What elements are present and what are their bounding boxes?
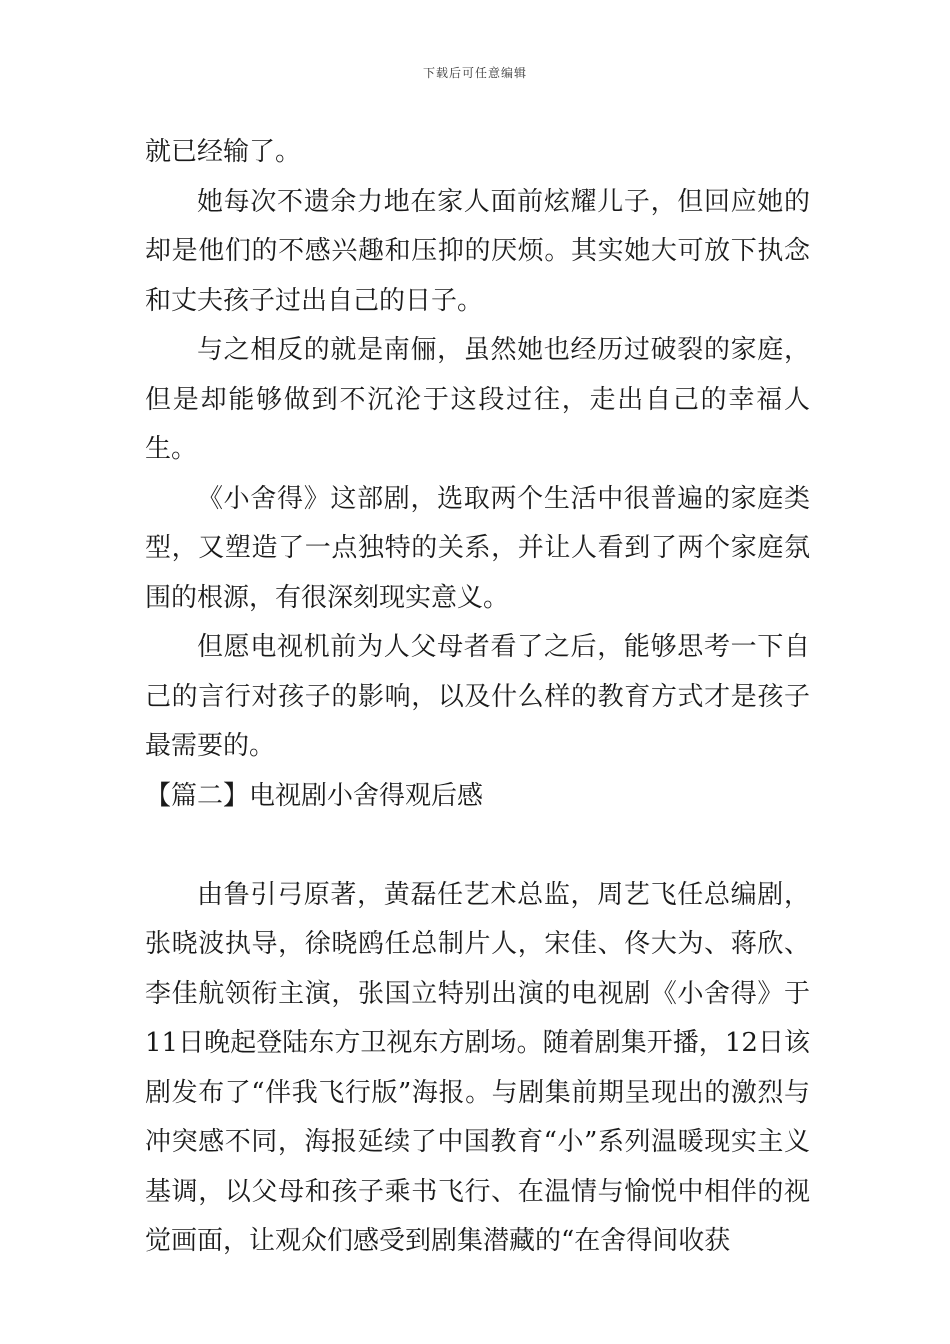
paragraph: 她每次不遗余力地在家人面前炫耀儿子，但回应她的却是他们的不感兴趣和压抑的厌烦。其实她大可放下执念和丈夫孩子过出自己的日子。 [145, 186, 810, 316]
paragraph-continuation: 就已经输了。 [145, 137, 302, 167]
section-heading: 【篇二】电视剧小舍得观后感 [145, 780, 484, 811]
section-paragraph: 由鲁引弓原著，黄磊任艺术总监，周艺飞任总编剧，张晓波执导，徐晓鸥任总制片人，宋佳、佟大为、蒋欣、李佳航领衔主演，张国立特别出演的电视剧《小舍得》于11日晚起登陆东方卫视东方剧场。随着剧集开播，12日该剧发布了“伴我飞行版”海报。与剧集前期呈现出的激烈与冲突感不同，海报延续了中国教育“小”系列温暖现实主义基调，以父母和孩子乘书飞行、在温情与愉悦中相伴的视觉画面，让观众们感受到剧集潜藏的“在舍得间收获 [145, 879, 810, 1256]
paragraph: 与之相反的就是南俪，虽然她也经历过破裂的家庭，但是却能够做到不沉沦于这段过往，走出自己的幸福人生。 [145, 335, 810, 464]
paragraph: 《小舍得》这部剧，选取两个生活中很普遍的家庭类型，又塑造了一点独特的关系，并让人看到了两个家庭氛围的根源，有很深刻现实意义。 [145, 483, 810, 613]
page-header: 下载后可任意编辑 [422, 66, 527, 80]
paragraph: 但愿电视机前为人父母者看了之后，能够思考一下自己的言行对孩子的影响，以及什么样的教育方式才是孩子最需要的。 [145, 632, 810, 761]
blank-line [145, 821, 810, 871]
document-body [145, 128, 810, 1267]
